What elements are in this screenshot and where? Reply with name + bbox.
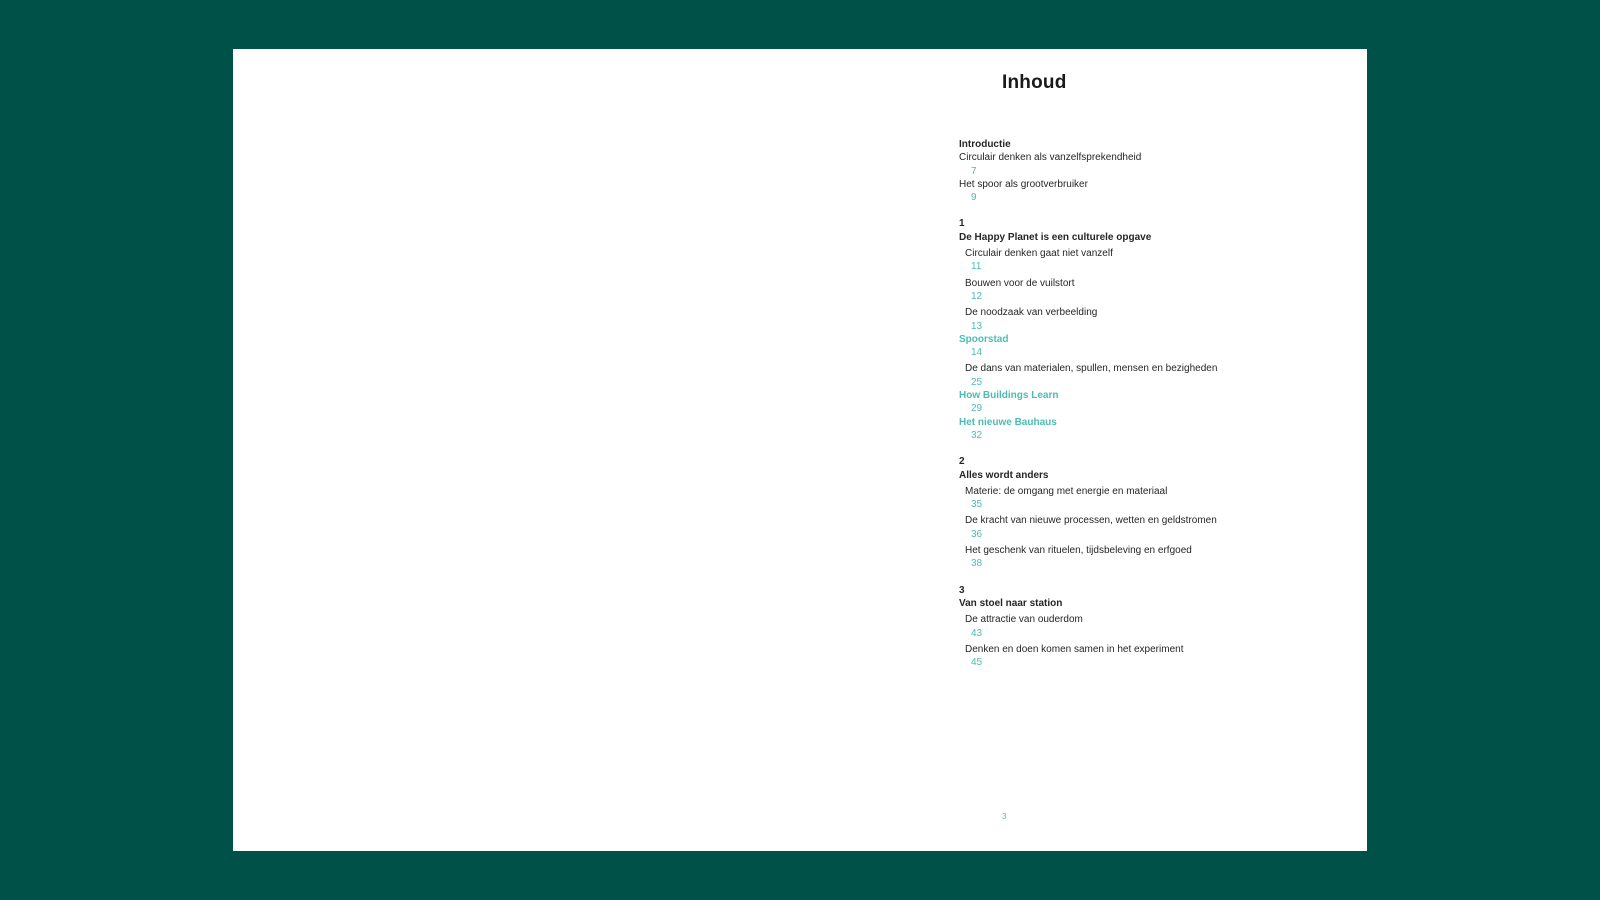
toc-entry-title: De noodzaak van verbeelding <box>965 307 1098 319</box>
toc-entry-title: Spoorstad <box>959 333 1009 345</box>
toc-entry-title: Het nieuwe Bauhaus <box>959 416 1057 428</box>
toc-section-1 <box>959 217 1289 442</box>
table-of-contents <box>959 138 1289 682</box>
toc-entry <box>959 362 1289 389</box>
toc-entry-title: Circulair denken gaat niet vanzelf <box>965 248 1113 260</box>
toc-entry <box>959 643 1289 670</box>
toc-entry-highlight <box>959 389 1289 416</box>
toc-entry-page: 11 <box>971 261 982 273</box>
toc-entry-page: 14 <box>971 347 983 359</box>
toc-entry-title: Materie: de omgang met energie en materiaal <box>965 485 1168 497</box>
toc-entry-page: 36 <box>971 528 983 540</box>
toc-entry-title: How Buildings Learn <box>959 390 1059 402</box>
toc-entry-title: Circulair denken als vanzelfsprekendheid <box>959 152 1142 164</box>
toc-entry <box>959 277 1289 304</box>
toc-entry-page: 13 <box>971 320 983 332</box>
toc-entry-title: Bouwen voor de vuilstort <box>965 277 1075 289</box>
toc-entry-highlight <box>959 333 1289 360</box>
toc-entry-title: Het spoor als grootverbruiker <box>959 178 1088 190</box>
toc-entry-title: De attractie van ouderdom <box>965 614 1083 626</box>
toc-entry <box>959 247 1289 274</box>
toc-entry-page: 9 <box>971 192 977 204</box>
toc-section-2 <box>959 455 1289 570</box>
toc-entry-title: De kracht van nieuwe processen, wetten en geldstromen <box>965 515 1217 527</box>
toc-entry-title: Het geschenk van rituelen, tijdsbeleving en erfgoed <box>965 545 1192 557</box>
toc-entry-page: 35 <box>971 499 983 511</box>
toc-entry-page: 45 <box>971 657 983 669</box>
toc-entry-title: Denken en doen komen samen in het experiment <box>965 643 1184 655</box>
toc-entry <box>959 306 1289 333</box>
toc-entry <box>959 151 1289 178</box>
toc-section-3 <box>959 584 1289 670</box>
toc-entry <box>959 613 1289 640</box>
toc-entry-page: 43 <box>971 627 983 639</box>
toc-entry <box>959 178 1289 205</box>
toc-entry-page: 29 <box>971 403 983 415</box>
section-title: De Happy Planet is een culturele opgave <box>959 231 1152 243</box>
section-number: 2 <box>959 456 965 468</box>
toc-entry-page: 32 <box>971 429 983 441</box>
toc-entry-page: 12 <box>971 290 983 302</box>
toc-entry-title: De dans van materialen, spullen, mensen en bezigheden <box>965 363 1218 375</box>
section-number: 1 <box>959 218 965 230</box>
toc-entry <box>959 485 1289 512</box>
toc-section-intro <box>959 138 1289 204</box>
toc-entry <box>959 544 1289 571</box>
toc-entry-page: 7 <box>971 165 977 177</box>
section-title: Introductie <box>959 139 1011 150</box>
section-title: Alles wordt anders <box>959 469 1049 481</box>
toc-entry-page: 38 <box>971 558 983 570</box>
section-title: Van stoel naar station <box>959 597 1063 609</box>
toc-entry-highlight <box>959 416 1289 443</box>
toc-entry <box>959 514 1289 541</box>
section-number: 3 <box>959 584 965 596</box>
page-title: Inhoud <box>1002 72 1067 93</box>
toc-entry-page: 25 <box>971 376 983 388</box>
page-number: 3 <box>1002 812 1007 821</box>
